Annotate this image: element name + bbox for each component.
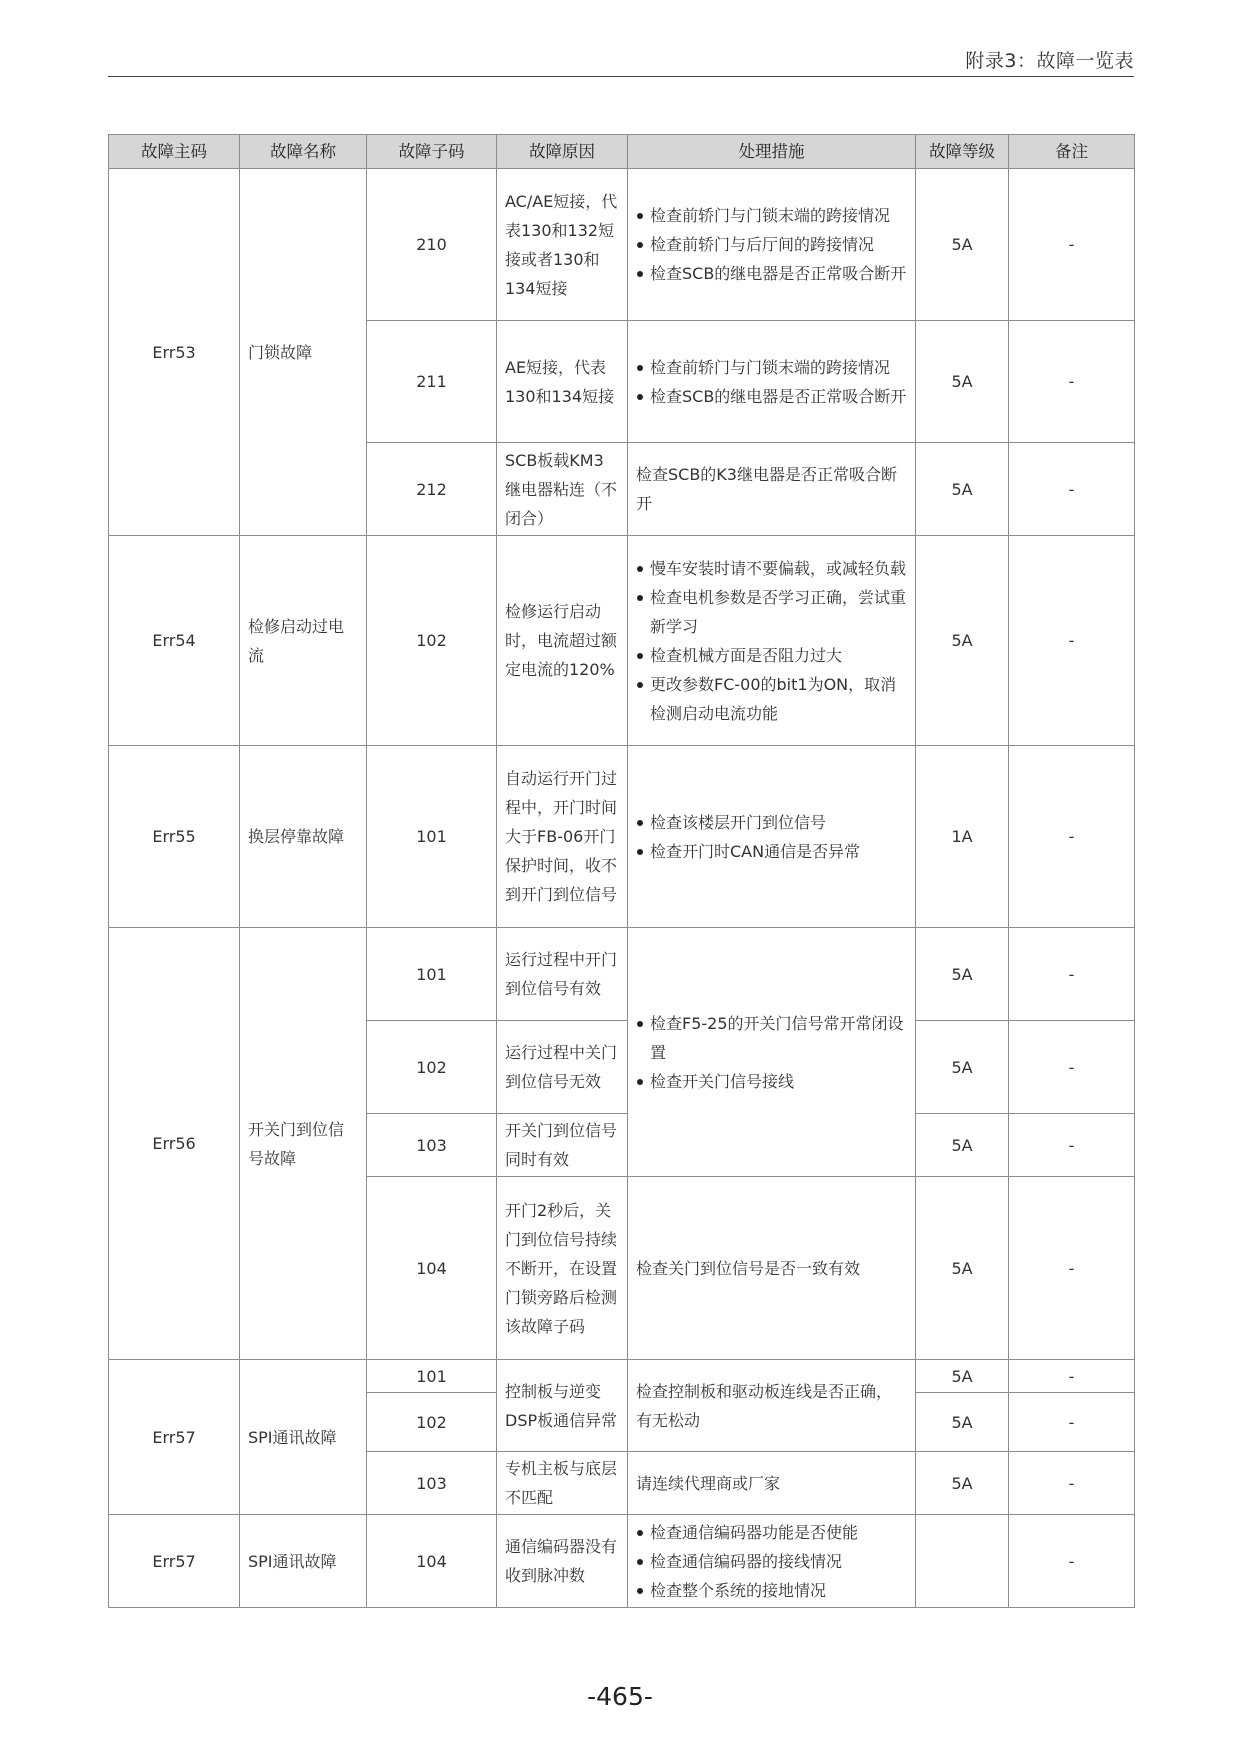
sub-code-cell: 104 [367,1177,497,1360]
level-cell: 5A [916,321,1009,443]
table-row [109,536,1135,746]
cause-cell: 检修运行启动时，电流超过额定电流的120% [497,536,628,746]
cause-cell: 专机主板与底层不匹配 [497,1452,628,1515]
measure-item: 检查前轿门与后厅间的跨接情况 [636,230,907,259]
cause-cell: SCB板载KM3继电器粘连（不闭合） [497,443,628,536]
cause-cell: AE短接，代表130和134短接 [497,321,628,443]
level-cell: 5A [916,1393,1009,1452]
measure-item: 检查开关门信号接线 [636,1067,907,1096]
cause-cell: 自动运行开门过程中，开门时间大于FB-06开门保护时间，收不到开门到位信号 [497,746,628,928]
note-cell: - [1009,321,1135,443]
table-row [109,1360,1135,1393]
main-code-cell: Err56 [109,928,240,1360]
fault-name-cell: SPI通讯故障 [240,1515,367,1608]
level-cell: 5A [916,1114,1009,1177]
sub-code-cell: 104 [367,1515,497,1608]
level-cell: 5A [916,1021,1009,1114]
level-cell: 5A [916,169,1009,321]
measures-cell [628,928,916,1177]
level-cell: 5A [916,928,1009,1021]
note-cell: - [1009,443,1135,536]
measures-cell: 检查关门到位信号是否一致有效 [628,1177,916,1360]
measures-cell: 请连续代理商或厂家 [628,1452,916,1515]
measure-item: 检查前轿门与门锁末端的跨接情况 [636,353,907,382]
fault-name-cell: 开关门到位信号故障 [240,928,367,1360]
measure-item: 检查SCB的继电器是否正常吸合断开 [636,382,907,411]
cause-cell: 运行过程中关门到位信号无效 [497,1021,628,1114]
note-cell: - [1009,536,1135,746]
fault-name-cell: SPI通讯故障 [240,1360,367,1515]
note-cell: - [1009,1393,1135,1452]
note-cell: - [1009,1360,1135,1393]
sub-code-cell: 101 [367,928,497,1021]
level-cell [916,1515,1009,1608]
main-code-cell: Err55 [109,746,240,928]
main-code-cell: Err57 [109,1515,240,1608]
measure-item: 更改参数FC-00的bit1为ON，取消检测启动电流功能 [636,670,907,728]
measure-item: 检查前轿门与门锁末端的跨接情况 [636,201,907,230]
column-header: 故障主码 [109,135,240,169]
column-header: 备注 [1009,135,1135,169]
main-code-cell: Err53 [109,169,240,536]
measure-item: 检查机械方面是否阻力过大 [636,641,907,670]
note-cell: - [1009,1114,1135,1177]
cause-cell: 控制板与逆变DSP板通信异常 [497,1360,628,1452]
sub-code-cell: 102 [367,536,497,746]
measure-item: 检查SCB的继电器是否正常吸合断开 [636,259,907,288]
measures-cell [628,536,916,746]
column-header: 故障等级 [916,135,1009,169]
measures-cell: 检查控制板和驱动板连线是否正确，有无松动 [628,1360,916,1452]
fault-name-cell: 门锁故障 [240,169,367,536]
measure-item: 检查通信编码器功能是否使能 [636,1518,907,1547]
note-cell: - [1009,746,1135,928]
level-cell: 5A [916,443,1009,536]
measures-cell [628,169,916,321]
sub-code-cell: 101 [367,746,497,928]
page-header-title: 附录3：故障一览表 [965,50,1134,72]
level-cell: 1A [916,746,1009,928]
sub-code-cell: 101 [367,1360,497,1393]
sub-code-cell: 211 [367,321,497,443]
cause-cell: 运行过程中开门到位信号有效 [497,928,628,1021]
measure-item: 检查该楼层开门到位信号 [636,808,907,837]
note-cell: - [1009,169,1135,321]
sub-code-cell: 210 [367,169,497,321]
fault-name-cell: 检修启动过电流 [240,536,367,746]
column-header: 故障原因 [497,135,628,169]
table-row [109,1515,1135,1608]
level-cell: 5A [916,536,1009,746]
main-code-cell: Err57 [109,1360,240,1515]
measure-item: 检查F5-25的开关门信号常开常闭设置 [636,1009,907,1067]
level-cell: 5A [916,1360,1009,1393]
measures-cell [628,746,916,928]
sub-code-cell: 103 [367,1452,497,1515]
column-header: 故障名称 [240,135,367,169]
level-cell: 5A [916,1177,1009,1360]
measure-item: 慢车安装时请不要偏载，或减轻负载 [636,554,907,583]
table-row [109,928,1135,1021]
measures-cell: 检查SCB的K3继电器是否正常吸合断开 [628,443,916,536]
header-divider [108,76,1134,77]
note-cell: - [1009,1515,1135,1608]
sub-code-cell: 212 [367,443,497,536]
table-row [109,169,1135,321]
fault-name-cell: 换层停靠故障 [240,746,367,928]
table-header-row [109,135,1135,169]
sub-code-cell: 102 [367,1393,497,1452]
measures-cell [628,321,916,443]
note-cell: - [1009,1452,1135,1515]
measure-item: 检查开门时CAN通信是否异常 [636,837,907,866]
level-cell: 5A [916,1452,1009,1515]
note-cell: - [1009,928,1135,1021]
fault-table [108,134,1135,1608]
sub-code-cell: 103 [367,1114,497,1177]
cause-cell: 开关门到位信号同时有效 [497,1114,628,1177]
page-number: -465- [587,1682,653,1711]
measure-item: 检查整个系统的接地情况 [636,1576,907,1605]
cause-cell: 开门2秒后，关门到位信号持续不断开，在设置门锁旁路后检测该故障子码 [497,1177,628,1360]
column-header: 故障子码 [367,135,497,169]
measure-item: 检查电机参数是否学习正确，尝试重新学习 [636,583,907,641]
cause-cell: 通信编码器没有收到脉冲数 [497,1515,628,1608]
note-cell: - [1009,1021,1135,1114]
main-code-cell: Err54 [109,536,240,746]
measure-item: 检查通信编码器的接线情况 [636,1547,907,1576]
column-header: 处理措施 [628,135,916,169]
cause-cell: AC/AE短接，代表130和132短接或者130和134短接 [497,169,628,321]
table-row [109,746,1135,928]
note-cell: - [1009,1177,1135,1360]
sub-code-cell: 102 [367,1021,497,1114]
measures-cell [628,1515,916,1608]
